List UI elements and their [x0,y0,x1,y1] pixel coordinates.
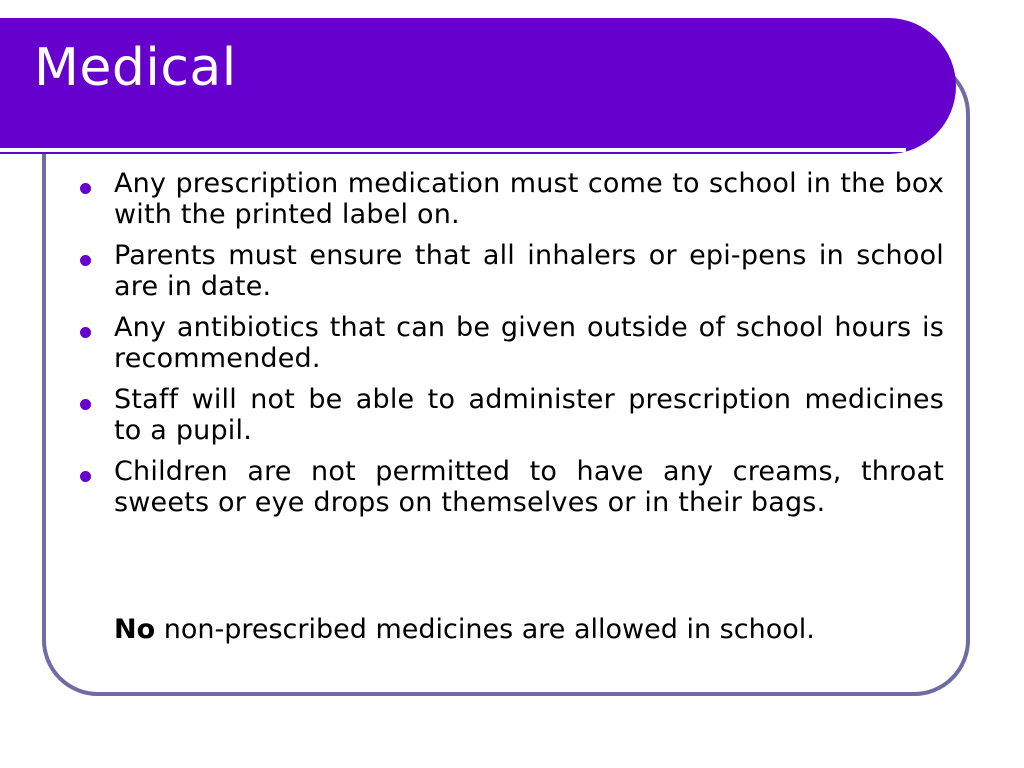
bullet-text: Children are not permitted to have any creams, throat sweets or eye drops on themselves or in their bags. [114,456,944,518]
bullet-item [76,384,944,446]
bullet-dot-icon [80,471,91,482]
bullet-item [76,456,944,518]
title-underline-rule [0,148,906,152]
bullet-dot-icon [80,327,91,338]
bullet-dot-icon [80,399,91,410]
bullet-dot-icon [80,255,91,266]
bullet-text: Any prescription medication must come to school in the box with the printed label on. [114,168,944,230]
bullet-item [76,240,944,302]
bullet-item [76,312,944,374]
bullet-item [76,168,944,230]
bullet-dot-icon [80,183,91,194]
bullet-text: Parents must ensure that all inhalers or epi-pens in school are in date. [114,240,944,302]
bullet-text: Staff will not be able to administer prescription medicines to a pupil. [114,384,944,446]
bullet-list [76,168,944,528]
slide-title: Medical [34,38,237,98]
closing-emphasis: No [114,614,156,645]
bullet-text: Any antibiotics that can be given outside of school hours is recommended. [114,312,944,374]
closing-statement [114,612,815,648]
closing-text: non-prescribed medicines are allowed in school. [155,614,815,645]
